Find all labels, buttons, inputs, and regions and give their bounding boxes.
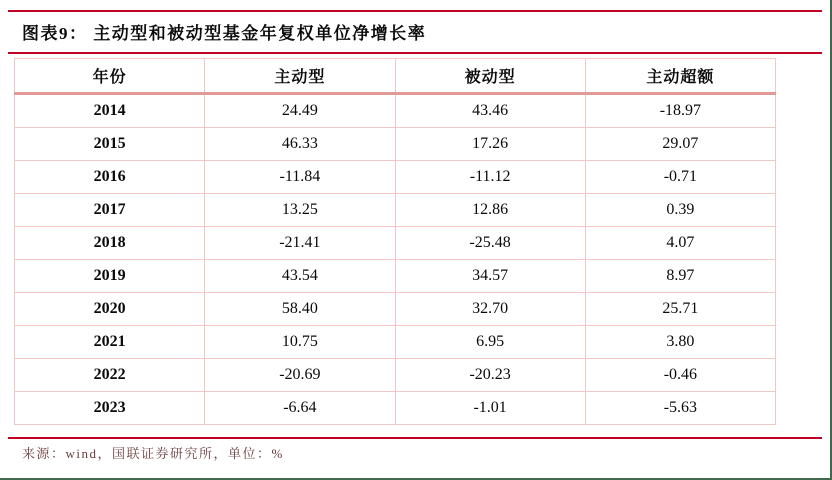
footer-rule <box>8 437 822 439</box>
excess-value-cell: -0.46 <box>585 359 775 392</box>
table-header <box>15 59 776 94</box>
active-value-cell: 43.54 <box>205 260 395 293</box>
year-cell: 2021 <box>15 326 205 359</box>
active-value-cell: -20.69 <box>205 359 395 392</box>
year-cell: 2022 <box>15 359 205 392</box>
passive-value-cell: 17.26 <box>395 128 585 161</box>
year-cell: 2018 <box>15 227 205 260</box>
passive-value-cell: 6.95 <box>395 326 585 359</box>
active-value-cell: 24.49 <box>205 94 395 128</box>
active-value-cell: -11.84 <box>205 161 395 194</box>
excess-value-cell: 4.07 <box>585 227 775 260</box>
col-header-active: 主动型 <box>205 59 395 94</box>
excess-value-cell: 8.97 <box>585 260 775 293</box>
active-value-cell: 46.33 <box>205 128 395 161</box>
year-cell: 2014 <box>15 94 205 128</box>
year-cell: 2016 <box>15 161 205 194</box>
passive-value-cell: -20.23 <box>395 359 585 392</box>
passive-value-cell: 43.46 <box>395 94 585 128</box>
table-row <box>15 359 776 392</box>
year-cell: 2017 <box>15 194 205 227</box>
excess-value-cell: 29.07 <box>585 128 775 161</box>
passive-value-cell: -1.01 <box>395 392 585 425</box>
table-row <box>15 94 776 128</box>
year-cell: 2023 <box>15 392 205 425</box>
passive-value-cell: 12.86 <box>395 194 585 227</box>
table-row <box>15 293 776 326</box>
year-cell: 2015 <box>15 128 205 161</box>
table-row <box>15 260 776 293</box>
passive-value-cell: -11.12 <box>395 161 585 194</box>
active-value-cell: -21.41 <box>205 227 395 260</box>
fund-growth-table <box>14 58 776 425</box>
active-value-cell: 58.40 <box>205 293 395 326</box>
table-row <box>15 161 776 194</box>
source-note: 来源：wind，国联证券研究所，单位：% <box>22 446 284 461</box>
year-cell: 2020 <box>15 293 205 326</box>
top-rule <box>8 10 822 12</box>
table-row <box>15 326 776 359</box>
active-value-cell: -6.64 <box>205 392 395 425</box>
passive-value-cell: 32.70 <box>395 293 585 326</box>
table-row <box>15 128 776 161</box>
excess-value-cell: -5.63 <box>585 392 775 425</box>
header-row <box>15 59 776 94</box>
passive-value-cell: 34.57 <box>395 260 585 293</box>
table-body <box>15 94 776 425</box>
title-rule <box>8 52 822 54</box>
col-header-excess: 主动超额 <box>585 59 775 94</box>
year-cell: 2019 <box>15 260 205 293</box>
figure-title: 图表9： 主动型和被动型基金年复权单位净增长率 <box>22 24 427 43</box>
table-row <box>15 227 776 260</box>
excess-value-cell: -18.97 <box>585 94 775 128</box>
excess-value-cell: 3.80 <box>585 326 775 359</box>
excess-value-cell: 0.39 <box>585 194 775 227</box>
excess-value-cell: -0.71 <box>585 161 775 194</box>
active-value-cell: 13.25 <box>205 194 395 227</box>
passive-value-cell: -25.48 <box>395 227 585 260</box>
col-header-passive: 被动型 <box>395 59 585 94</box>
table-row <box>15 194 776 227</box>
col-header-year: 年份 <box>15 59 205 94</box>
excess-value-cell: 25.71 <box>585 293 775 326</box>
table-row <box>15 392 776 425</box>
active-value-cell: 10.75 <box>205 326 395 359</box>
